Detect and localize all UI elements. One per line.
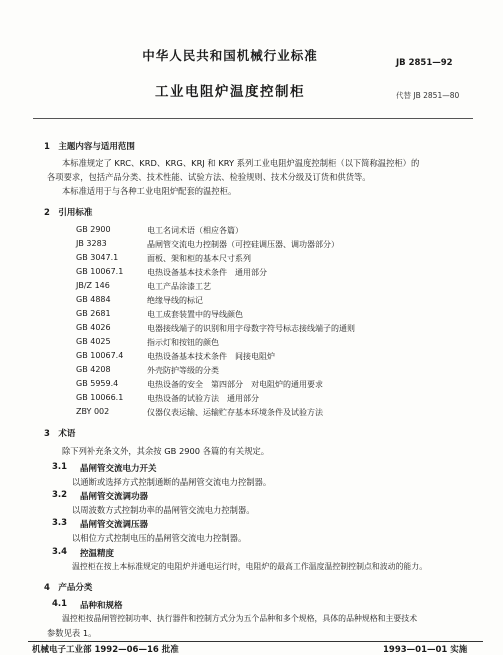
- term-number: 3.1: [52, 462, 68, 472]
- subsection-heading: 品种和规格: [80, 601, 123, 611]
- replaces-standard: 代替 JB 2851—80: [396, 91, 460, 100]
- section-2-heading: 2 引用标准: [44, 208, 93, 218]
- term-definition: 以周波数方式控制功率的晶闸管交流电力控制器。: [72, 505, 255, 515]
- reference-title: 仪器仪表运输、运输贮存基本环境条件及试验方法: [147, 408, 323, 417]
- section-4-heading: 4 产品分类: [44, 583, 93, 593]
- section-1-heading: 1 主题内容与适用范围: [44, 142, 135, 152]
- term-number: 3.2: [52, 490, 68, 500]
- reference-title: 外壳防护等级的分类: [147, 366, 219, 375]
- reference-code: GB 3047.1: [76, 253, 119, 262]
- reference-title: 电热设备基本技术条件 间接电阻炉: [147, 352, 275, 361]
- reference-title: 电工名词术语（相应各篇）: [147, 226, 243, 235]
- reference-code: GB 2900: [76, 225, 111, 234]
- term-number: 3.3: [52, 518, 68, 528]
- approval-date: 机械电子工业部 1992—06—16 批准: [32, 645, 179, 655]
- section-3-intro: 除下列补充条文外，其余按 GB 2900 各篇的有关规定。: [62, 446, 270, 456]
- section-1-para1-line1: 本标准规定了 KRC、KRD、KRG、KRJ 和 KRY 系列工业电阻炉温度控制柜（以下简称温控柜）的: [62, 158, 420, 168]
- section-4-para-line1: 温控柜按晶闸管控制功率、执行器件和控制方式分为五个品种和多个规格，具体的品种规格和主要技术: [62, 614, 418, 623]
- reference-code: GB 4026: [76, 323, 111, 332]
- reference-code: ZBY 002: [76, 407, 110, 416]
- reference-code: GB 4884: [76, 295, 111, 304]
- reference-title: 电器接线端子的识别和用字母数字符号标志接线端子的通则: [147, 324, 355, 333]
- issuing-organization: 中华人民共和国机械行业标准: [142, 48, 318, 63]
- reference-title: 面板、架和柜的基本尺寸系列: [147, 254, 251, 263]
- reference-title: 电热设备的安全 第四部分 对电阻炉的通用要求: [147, 380, 323, 389]
- reference-code: JB/Z 146: [76, 281, 110, 290]
- term-name: 晶闸管交流电力开关: [80, 464, 157, 474]
- section-4-para-line2: 参数见表 1。: [47, 628, 97, 638]
- term-name: 晶闸管交流调压器: [80, 520, 149, 530]
- term-definition: 以通断或选择方式控制通断的晶闸管交流电力控制器。: [72, 477, 272, 487]
- term-name: 晶闸管交流调功器: [80, 492, 149, 502]
- standard-code: JB 2851—92: [396, 58, 453, 68]
- reference-title: 绝缘导线的标记: [147, 296, 203, 305]
- implementation-date: 1993—01—01 实施: [383, 645, 468, 655]
- term-definition: 温控柜在按上本标准规定的电阻炉并通电运行时，电阻炉的最高工作温度温控制控制点和波动的能力。: [72, 562, 428, 571]
- header-divider: [33, 118, 473, 119]
- reference-title: 电热设备的试验方法 通用部分: [147, 394, 259, 403]
- reference-title: 电工成套装置中的导线颜色: [147, 310, 243, 319]
- subsection-number: 4.1: [52, 599, 68, 609]
- reference-code: GB 4025: [76, 337, 111, 346]
- reference-code: GB 5959.4: [76, 379, 119, 388]
- term-name: 控温精度: [80, 549, 115, 559]
- reference-code: GB 10067.1: [76, 267, 124, 276]
- reference-code: GB 10066.1: [76, 393, 124, 402]
- term-definition: 以相位方式控制电压的晶闸管交流电力控制器。: [72, 533, 247, 543]
- reference-title: 电热设备基本技术条件 通用部分: [147, 268, 267, 277]
- term-number: 3.4: [52, 547, 68, 557]
- reference-code: JB 3283: [76, 239, 107, 248]
- reference-code: GB 2681: [76, 309, 111, 318]
- reference-title: 电工产品涂漆工艺: [147, 282, 211, 291]
- section-1-para2: 本标准适用于与各种工业电阻炉配套的温控柜。: [62, 186, 237, 196]
- document-title: 工业电阻炉温度控制柜: [155, 84, 305, 100]
- reference-code: GB 10067.4: [76, 351, 124, 360]
- reference-code: GB 4208: [76, 365, 111, 374]
- footer-divider: [28, 641, 483, 642]
- reference-title: 晶闸管交流电力控制器（可控硅调压器、调功器部分）: [147, 240, 339, 249]
- section-3-heading: 3 术语: [44, 429, 76, 439]
- reference-title: 指示灯和按钮的颜色: [147, 338, 219, 347]
- section-1-para1-line2: 各项要求，包括产品分类、技术性能、试验方法、检验规则、技术分级及订货和供货等。: [47, 172, 371, 182]
